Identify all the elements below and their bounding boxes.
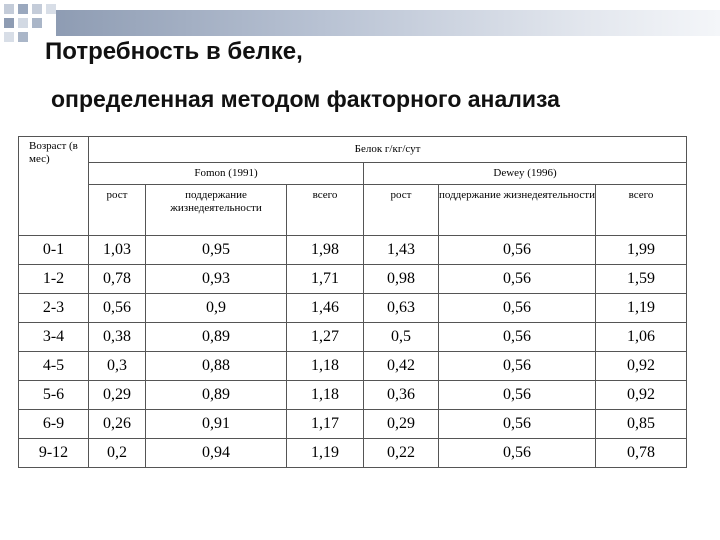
table-row bbox=[19, 439, 687, 468]
table-cell: 0,56 bbox=[89, 294, 146, 323]
table-cell: 1,27 bbox=[287, 323, 364, 352]
table-cell: 0,89 bbox=[146, 323, 287, 352]
table-cell: 0,92 bbox=[596, 381, 687, 410]
table-cell: 1,99 bbox=[596, 236, 687, 265]
age-cell: 4-5 bbox=[19, 352, 89, 381]
table-cell: 1,46 bbox=[287, 294, 364, 323]
table-row bbox=[19, 323, 687, 352]
table-cell: 0,38 bbox=[89, 323, 146, 352]
table-cell: 1,18 bbox=[287, 352, 364, 381]
decorative-header bbox=[0, 0, 720, 40]
table-cell: 0,42 bbox=[364, 352, 439, 381]
age-cell: 3-4 bbox=[19, 323, 89, 352]
table-cell: 0,29 bbox=[89, 381, 146, 410]
table-cell: 0,91 bbox=[146, 410, 287, 439]
table-row bbox=[19, 381, 687, 410]
table-cell: 1,06 bbox=[596, 323, 687, 352]
table-cell: 0,93 bbox=[146, 265, 287, 294]
table-row bbox=[19, 294, 687, 323]
table-cell: 0,89 bbox=[146, 381, 287, 410]
table-cell: 0,22 bbox=[364, 439, 439, 468]
table-cell: 1,59 bbox=[596, 265, 687, 294]
table-cell: 0,3 bbox=[89, 352, 146, 381]
table-cell: 1,17 bbox=[287, 410, 364, 439]
page-subtitle: определенная методом факторного анализа bbox=[51, 86, 560, 112]
table-cell: 0,29 bbox=[364, 410, 439, 439]
table-cell: 0,5 bbox=[364, 323, 439, 352]
page-title: Потребность в белке, bbox=[45, 38, 303, 65]
table-row bbox=[19, 265, 687, 294]
protein-requirements-table bbox=[18, 136, 687, 468]
protein-header: Белок г/кг/сут bbox=[89, 137, 687, 163]
subheader-maintenance: поддержание жизнедеятельности bbox=[146, 185, 287, 236]
table-cell: 1,71 bbox=[287, 265, 364, 294]
table-cell: 0,88 bbox=[146, 352, 287, 381]
age-cell: 2-3 bbox=[19, 294, 89, 323]
table-cell: 0,9 bbox=[146, 294, 287, 323]
age-cell: 9-12 bbox=[19, 439, 89, 468]
subheader-maintenance: поддержание жизнедеятельности bbox=[439, 185, 596, 236]
table-cell: 1,18 bbox=[287, 381, 364, 410]
table-row bbox=[19, 352, 687, 381]
table-cell: 1,03 bbox=[89, 236, 146, 265]
table-cell: 0,36 bbox=[364, 381, 439, 410]
age-cell: 0-1 bbox=[19, 236, 89, 265]
age-cell: 5-6 bbox=[19, 381, 89, 410]
table-cell: 0,95 bbox=[146, 236, 287, 265]
table-cell: 0,94 bbox=[146, 439, 287, 468]
table-cell: 0,56 bbox=[439, 265, 596, 294]
table-cell: 0,98 bbox=[364, 265, 439, 294]
table-cell: 1,43 bbox=[364, 236, 439, 265]
subheader-growth: рост bbox=[364, 185, 439, 236]
table-row bbox=[19, 410, 687, 439]
table-cell: 0,26 bbox=[89, 410, 146, 439]
table-cell: 0,2 bbox=[89, 439, 146, 468]
age-cell: 6-9 bbox=[19, 410, 89, 439]
header-gradient-bar bbox=[56, 10, 720, 36]
age-column-header: Возраст (в мес) bbox=[19, 137, 89, 236]
table-cell: 0,92 bbox=[596, 352, 687, 381]
dewey-group-header: Dewey (1996) bbox=[364, 163, 687, 185]
table-cell: 0,85 bbox=[596, 410, 687, 439]
age-cell: 1-2 bbox=[19, 265, 89, 294]
table-cell: 0,56 bbox=[439, 410, 596, 439]
table-cell: 1,19 bbox=[287, 439, 364, 468]
table-row bbox=[19, 236, 687, 265]
table-cell: 1,19 bbox=[596, 294, 687, 323]
table-cell: 0,78 bbox=[596, 439, 687, 468]
table-cell: 1,98 bbox=[287, 236, 364, 265]
table-cell: 0,56 bbox=[439, 236, 596, 265]
table-cell: 0,56 bbox=[439, 294, 596, 323]
table-cell: 0,56 bbox=[439, 352, 596, 381]
fomon-group-header: Fomon (1991) bbox=[89, 163, 364, 185]
table-cell: 0,56 bbox=[439, 381, 596, 410]
table-cell: 0,56 bbox=[439, 323, 596, 352]
table-cell: 0,78 bbox=[89, 265, 146, 294]
table-cell: 0,56 bbox=[439, 439, 596, 468]
subheader-total: всего bbox=[596, 185, 687, 236]
subheader-growth: рост bbox=[89, 185, 146, 236]
table-cell: 0,63 bbox=[364, 294, 439, 323]
subheader-total: всего bbox=[287, 185, 364, 236]
